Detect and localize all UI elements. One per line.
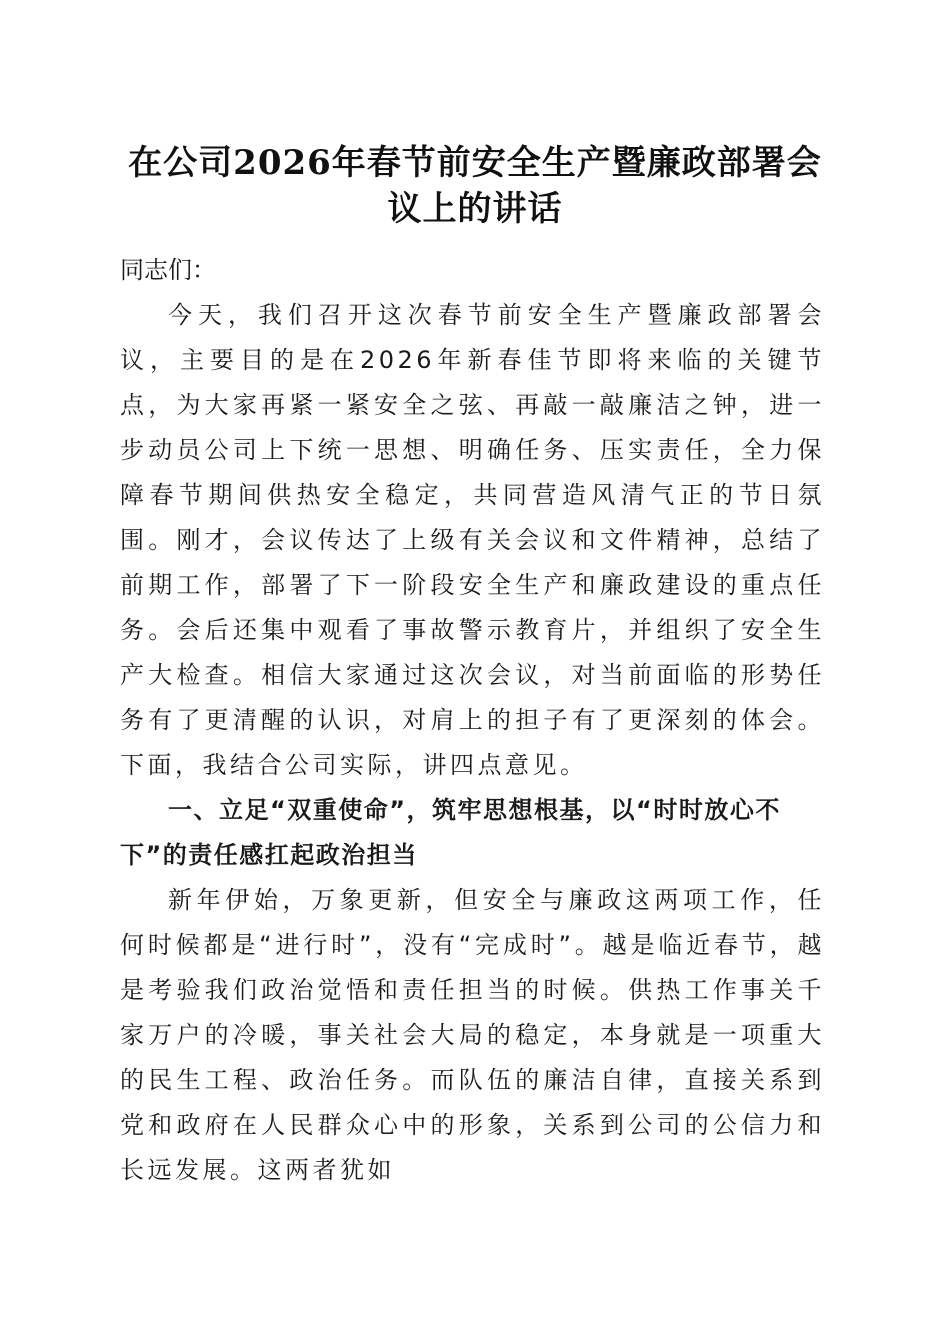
document-body — [120, 248, 825, 1193]
document-title: 在公司2026年春节前安全生产暨廉政部署会议上的讲话 — [128, 143, 822, 229]
section-paragraph-1: 新年伊始，万象更新，但安全与廉政这两项工作，任何时候都是“进行时”，没有“完成时”。越是临近春节，越是考验我们政治觉悟和责任担当的时候。供热工作事关千家万户的冷暖，事关社会大局的稳定，本身就是一项重大的民生工程、政治任务。而队伍的廉洁自律，直接关系到党和政府在人民群众心中的形象，关系到公司的公信力和长远发展。这两者犹如 — [120, 886, 825, 1184]
section-heading-1: 一、立足“双重使命”，筑牢思想根基，以“时时放心不下”的责任感扛起政治担当 — [120, 796, 781, 869]
opening-paragraph: 今天，我们召开这次春节前安全生产暨廉政部署会议，主要目的是在2026年新春佳节即将来临的关键节点，为大家再紧一紧安全之弦、再敲一敲廉洁之钟，进一步动员公司上下统一思想、明确任务、压实责任，全力保障春节期间供热安全稳定，共同营造风清气正的节日氛围。刚才，会议传达了上级有关会议和文件精神，总结了前期工作，部署了下一阶段安全生产和廉政建设的重点任务。会后还集中观看了事故警示教育片，并组织了安全生产大检查。相信大家通过这次会议，对当前面临的形势任务有了更清醒的认识，对肩上的担子有了更深刻的体会。下面，我结合公司实际，讲四点意见。 — [120, 301, 825, 779]
salutation: 同志们： — [120, 256, 216, 284]
